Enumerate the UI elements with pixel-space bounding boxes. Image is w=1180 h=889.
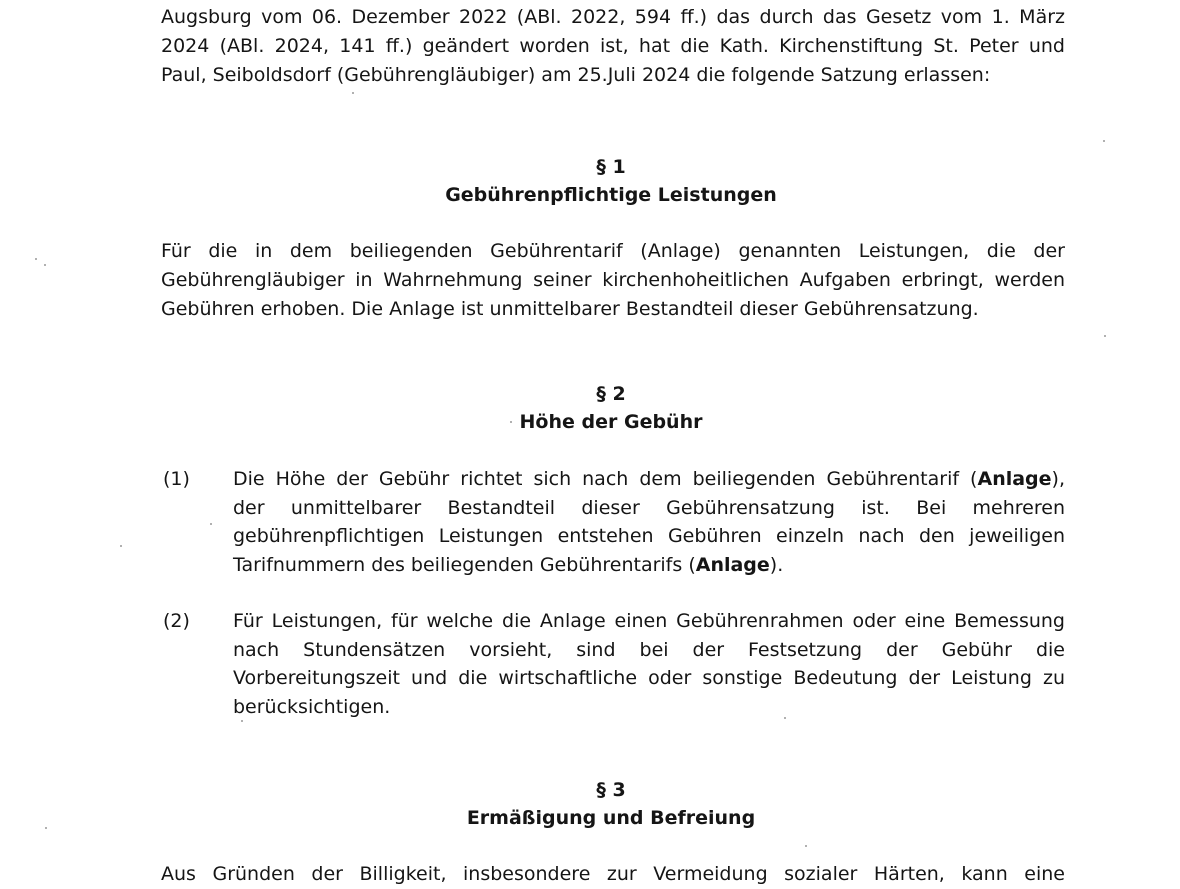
scan-speck bbox=[35, 258, 37, 260]
section-3-title: Ermäßigung und Befreiung bbox=[466, 807, 756, 829]
section-3-number: § 3 bbox=[596, 779, 626, 801]
paragraph-2-line-3: Vorbereitungszeit und die wirtschaftliche oder sonstige Bedeutung der Leistung zu bbox=[233, 667, 1065, 689]
scan-speck bbox=[120, 545, 122, 547]
scan-speck bbox=[784, 717, 786, 719]
paragraph-1-line-1-end: ), bbox=[1051, 468, 1065, 490]
scan-speck bbox=[352, 92, 354, 94]
section-1-line-2: Gebührengläubiger in Wahrnehmung seiner kirchenhoheitlichen Aufgaben erbringt, werden bbox=[161, 269, 1065, 291]
section-1-line-1: Für die in dem beiliegenden Gebührentarif (Anlage) genannten Leistungen, die der bbox=[161, 240, 1065, 262]
scan-speck bbox=[44, 264, 46, 266]
paragraph-1-line-4-text: Tarifnummern des beiliegenden Gebührentarifs ( bbox=[233, 554, 696, 576]
section-3-line-1: Aus Gründen der Billigkeit, insbesondere zur Vermeidung sozialer Härten, kann eine bbox=[161, 863, 1065, 885]
scan-speck bbox=[510, 421, 512, 423]
scan-speck bbox=[805, 845, 807, 847]
scan-speck bbox=[210, 523, 212, 525]
section-1-number: § 1 bbox=[596, 156, 626, 178]
section-1-title: Gebührenpflichtige Leistungen bbox=[445, 184, 777, 206]
scan-speck bbox=[1104, 335, 1106, 337]
scan-speck bbox=[241, 720, 243, 722]
section-1-line-3: Gebühren erhoben. Die Anlage ist unmittelbarer Bestandteil dieser Gebührensatzung. bbox=[161, 298, 979, 320]
intro-line-1: Augsburg vom 06. Dezember 2022 (ABl. 2022, 594 ff.) das durch das Gesetz vom 1. März bbox=[161, 6, 1065, 28]
paragraph-2-line-2: nach Stundensätzen vorsieht, sind bei der Festsetzung der Gebühr die bbox=[233, 639, 1065, 661]
section-2-number: § 2 bbox=[596, 383, 626, 405]
intro-line-2: 2024 (ABl. 2024, 141 ff.) geändert worden ist, hat die Kath. Kirchenstiftung St. Peter und bbox=[161, 35, 1065, 57]
paragraph-2-line-4: berücksichtigen. bbox=[233, 696, 391, 718]
paragraph-1-line-1 bbox=[233, 465, 1065, 494]
paragraph-2-label: (2) bbox=[163, 610, 190, 632]
paragraph-1-line-4-end: ). bbox=[769, 554, 784, 576]
paragraph-1-line-3: gebührenpflichtigen Leistungen entstehen Gebühren einzeln nach den jeweiligen bbox=[233, 525, 1065, 547]
paragraph-1-line-2: der unmittelbarer Bestandteil dieser Gebührensatzung ist. Bei mehreren bbox=[233, 497, 1065, 519]
paragraph-1-label: (1) bbox=[163, 468, 190, 490]
intro-line-3: Paul, Seiboldsdorf (Gebührengläubiger) am 25.Juli 2024 die folgende Satzung erlassen: bbox=[161, 64, 991, 86]
scan-speck bbox=[45, 827, 47, 829]
paragraph-2-line-1: Für Leistungen, für welche die Anlage einen Gebührenrahmen oder eine Bemessung bbox=[233, 610, 1065, 632]
anlage-bold: Anlage bbox=[977, 468, 1052, 490]
scan-speck bbox=[1103, 140, 1105, 142]
section-2-title: Höhe der Gebühr bbox=[519, 411, 703, 433]
paragraph-1-line-4 bbox=[233, 551, 1065, 580]
paragraph-1-line-1-text: Die Höhe der Gebühr richtet sich nach dem beiliegenden Gebührentarif ( bbox=[233, 468, 978, 490]
anlage-bold: Anlage bbox=[695, 554, 770, 576]
